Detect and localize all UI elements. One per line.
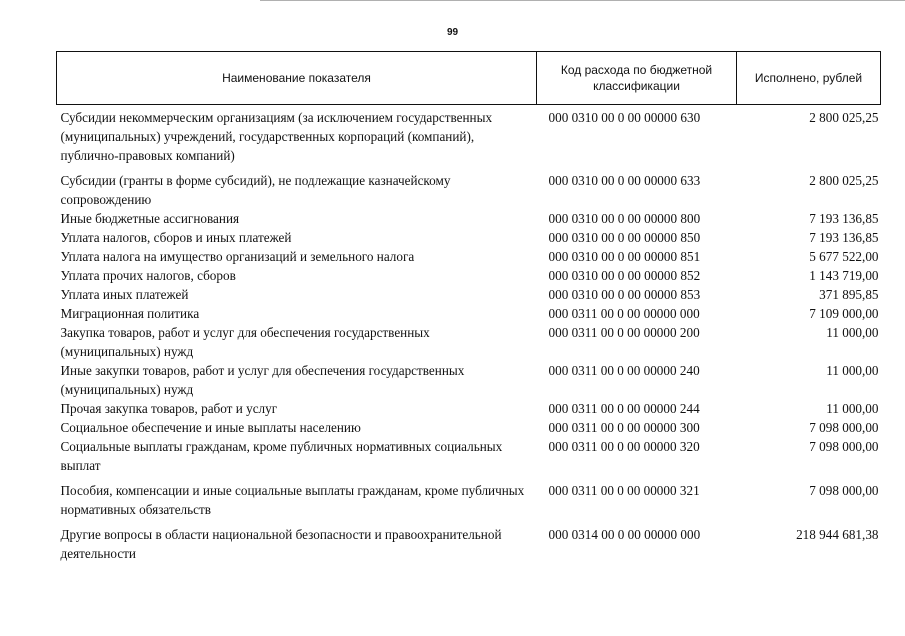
row-code: 000 0310 00 0 00 00000 852	[548, 268, 701, 283]
row-amount: 7 109 000,00	[809, 306, 879, 321]
row-code: 000 0311 00 0 00 00000 244	[548, 401, 700, 416]
row-name: Иные закупки товаров, работ и услуг для обеспечения государственных (муниципальных) нужд	[60, 363, 465, 397]
row-name: Закупка товаров, работ и услуг для обеспечения государственных (муниципальных) нужд	[60, 325, 430, 359]
row-amount: 7 098 000,00	[809, 483, 879, 498]
row-amount: 11 000,00	[826, 325, 879, 340]
table-row	[57, 399, 881, 418]
table-row	[57, 105, 881, 166]
row-name: Иные бюджетные ассигнования	[60, 211, 240, 226]
table-row	[57, 228, 881, 247]
table-row	[57, 519, 881, 563]
row-code: 000 0310 00 0 00 00000 630	[548, 110, 701, 125]
table-row	[57, 418, 881, 437]
row-amount: 218 944 681,38	[796, 527, 879, 542]
row-name: Уплата налогов, сборов и иных платежей	[60, 230, 292, 245]
row-amount: 11 000,00	[826, 401, 879, 416]
row-amount: 371 895,85	[819, 287, 879, 302]
row-code: 000 0311 00 0 00 00000 200	[548, 325, 700, 340]
row-name: Субсидии (гранты в форме субсидий), не подлежащие казначейскому сопровождению	[60, 173, 451, 207]
row-code: 000 0311 00 0 00 00000 321	[548, 483, 700, 498]
row-name: Прочая закупка товаров, работ и услуг	[60, 401, 278, 416]
row-code: 000 0310 00 0 00 00000 850	[548, 230, 701, 245]
table-row	[57, 304, 881, 323]
row-name: Уплата налога на имущество организаций и земельного налога	[60, 249, 415, 264]
table-header-row	[57, 52, 881, 105]
row-code: 000 0311 00 0 00 00000 240	[548, 363, 700, 378]
row-name: Социальное обеспечение и иные выплаты населению	[60, 420, 361, 435]
row-amount: 7 098 000,00	[809, 439, 879, 454]
row-amount: 7 193 136,85	[809, 211, 879, 226]
row-name: Субсидии некоммерческим организациям (за исключением государственных (муниципальных) учреждений, государственных корпораций (компаний), публично-правовых компаний)	[60, 110, 493, 163]
table-row	[57, 285, 881, 304]
table-row	[57, 266, 881, 285]
row-code: 000 0310 00 0 00 00000 851	[548, 249, 701, 264]
row-amount: 11 000,00	[826, 363, 879, 378]
row-name: Пособия, компенсации и иные социальные выплаты гражданам, кроме публичных нормативных обязательств	[60, 483, 525, 517]
row-code: 000 0311 00 0 00 00000 000	[548, 306, 700, 321]
row-name: Другие вопросы в области национальной безопасности и правоохранительной деятельности	[60, 527, 502, 561]
header-amount: Исполнено, рублей	[737, 52, 881, 105]
row-code: 000 0310 00 0 00 00000 853	[548, 287, 701, 302]
page-number: 99	[446, 27, 459, 38]
table-row	[57, 247, 881, 266]
row-amount: 7 193 136,85	[809, 230, 879, 245]
expenditure-table	[56, 51, 881, 563]
row-amount: 7 098 000,00	[809, 420, 879, 435]
table-row	[57, 437, 881, 475]
row-amount: 2 800 025,25	[809, 173, 879, 188]
table-row	[57, 165, 881, 209]
row-code: 000 0311 00 0 00 00000 320	[548, 439, 700, 454]
row-name: Уплата прочих налогов, сборов	[60, 268, 236, 283]
table-row	[57, 361, 881, 399]
row-code: 000 0310 00 0 00 00000 633	[548, 173, 701, 188]
row-name: Миграционная политика	[60, 306, 200, 321]
table-row	[57, 209, 881, 228]
row-code: 000 0314 00 0 00 00000 000	[548, 527, 701, 542]
header-code: Код расхода по бюджетной классификации	[537, 52, 737, 105]
row-code: 000 0311 00 0 00 00000 300	[548, 420, 700, 435]
row-name: Уплата иных платежей	[60, 287, 189, 302]
row-amount: 1 143 719,00	[809, 268, 879, 283]
table-row	[57, 475, 881, 519]
row-amount: 5 677 522,00	[809, 249, 879, 264]
row-code: 000 0310 00 0 00 00000 800	[548, 211, 701, 226]
row-name: Социальные выплаты гражданам, кроме публичных нормативных социальных выплат	[60, 439, 503, 473]
row-amount: 2 800 025,25	[809, 110, 879, 125]
top-border-line	[260, 0, 905, 1]
table-row	[57, 323, 881, 361]
header-name: Наименование показателя	[57, 52, 537, 105]
